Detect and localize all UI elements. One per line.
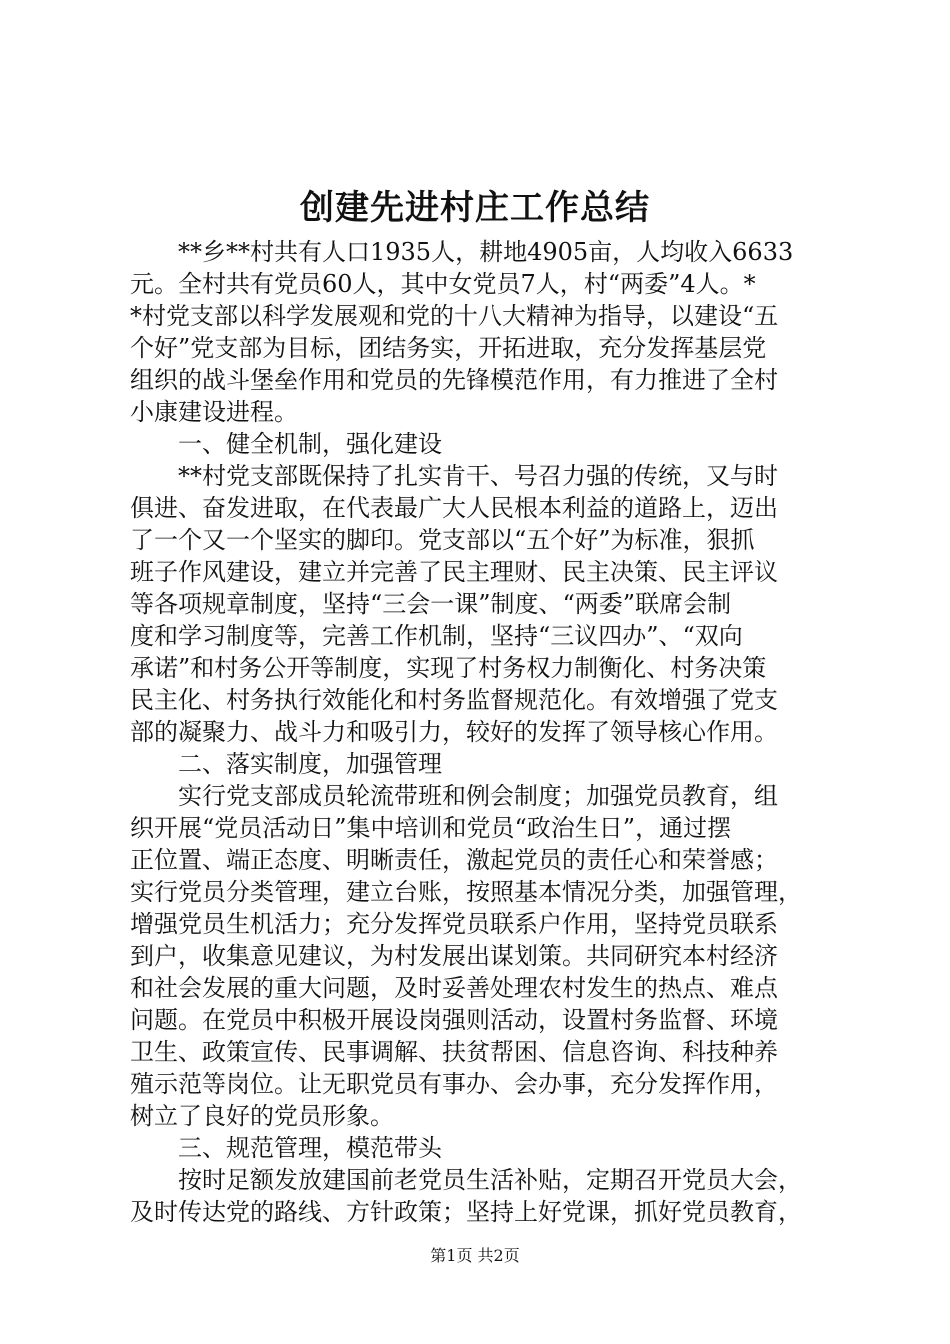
text-line: **村党支部既保持了扎实肯干、号召力强的传统，又与时 — [130, 462, 778, 490]
text-line: 树立了良好的党员形象。 — [130, 1102, 394, 1130]
text-line: 卫生、政策宣传、民事调解、扶贫帮困、信息咨询、科技种养 — [130, 1038, 778, 1066]
text-line: 班子作风建设，建立并完善了民主理财、民主决策、民主评议 — [130, 558, 778, 586]
text-line: 部的凝聚力、战斗力和吸引力，较好的发挥了领导核心作用。 — [130, 718, 778, 746]
text-line: 民主化、村务执行效能化和村务监督规范化。有效增强了党支 — [130, 686, 778, 714]
section-heading: 一、健全机制，强化建设 — [130, 430, 442, 458]
text-line: 实行党支部成员轮流带班和例会制度；加强党员教育，组 — [130, 782, 778, 810]
text-line: 实行党员分类管理，建立台账，按照基本情况分类，加强管理， — [130, 878, 802, 906]
text-line: 元。全村共有党员60人，其中女党员7人，村“两委”4人。* — [130, 270, 756, 298]
text-line: 及时传达党的路线、方针政策；坚持上好党课，抓好党员教育， — [130, 1198, 802, 1226]
text-line: 到户，收集意见建议，为村发展出谋划策。共同研究本村经济 — [130, 942, 778, 970]
text-line: 按时足额发放建国前老党员生活补贴，定期召开党员大会， — [130, 1166, 802, 1194]
text-line: 殖示范等岗位。让无职党员有事办、会办事，充分发挥作用， — [130, 1070, 778, 1098]
text-line: 问题。在党员中积极开展设岗强则活动，设置村务监督、环境 — [130, 1006, 778, 1034]
document-title: 创建先进村庄工作总结 — [300, 188, 650, 228]
text-line: 了一个又一个坚实的脚印。党支部以“五个好”为标准，狠抓 — [130, 526, 755, 554]
text-line: 等各项规章制度，坚持“三会一课”制度、“两委”联席会制 — [130, 590, 732, 618]
section-heading: 二、落实制度，加强管理 — [130, 750, 442, 778]
page-footer: 第1页 共2页 — [430, 1246, 520, 1265]
text-line: 组织的战斗堡垒作用和党员的先锋模范作用，有力推进了全村 — [130, 366, 778, 394]
text-line: *村党支部以科学发展观和党的十八大精神为指导，以建设“五 — [130, 302, 779, 330]
text-line: 小康建设进程。 — [130, 398, 298, 426]
text-line: 和社会发展的重大问题，及时妥善处理农村发生的热点、难点 — [130, 974, 778, 1002]
section-heading: 三、规范管理，模范带头 — [130, 1134, 442, 1162]
text-line: 俱进、奋发进取，在代表最广大人民根本利益的道路上，迈出 — [130, 494, 778, 522]
text-line: 正位置、端正态度、明晰责任，激起党员的责任心和荣誉感； — [130, 846, 778, 874]
text-line: 织开展“党员活动日”集中培训和党员“政治生日”，通过摆 — [130, 814, 732, 842]
text-line: 度和学习制度等，完善工作机制，坚持“三议四办”、“双向 — [130, 622, 743, 650]
text-line: **乡**村共有人口1935人，耕地4905亩，人均收入6633 — [130, 238, 794, 266]
text-line: 增强党员生机活力；充分发挥党员联系户作用，坚持党员联系 — [130, 910, 778, 938]
text-line: 承诺”和村务公开等制度，实现了村务权力制衡化、村务决策 — [130, 654, 767, 682]
text-line: 个好”党支部为目标，团结务实，开拓进取，充分发挥基层党 — [130, 334, 767, 362]
